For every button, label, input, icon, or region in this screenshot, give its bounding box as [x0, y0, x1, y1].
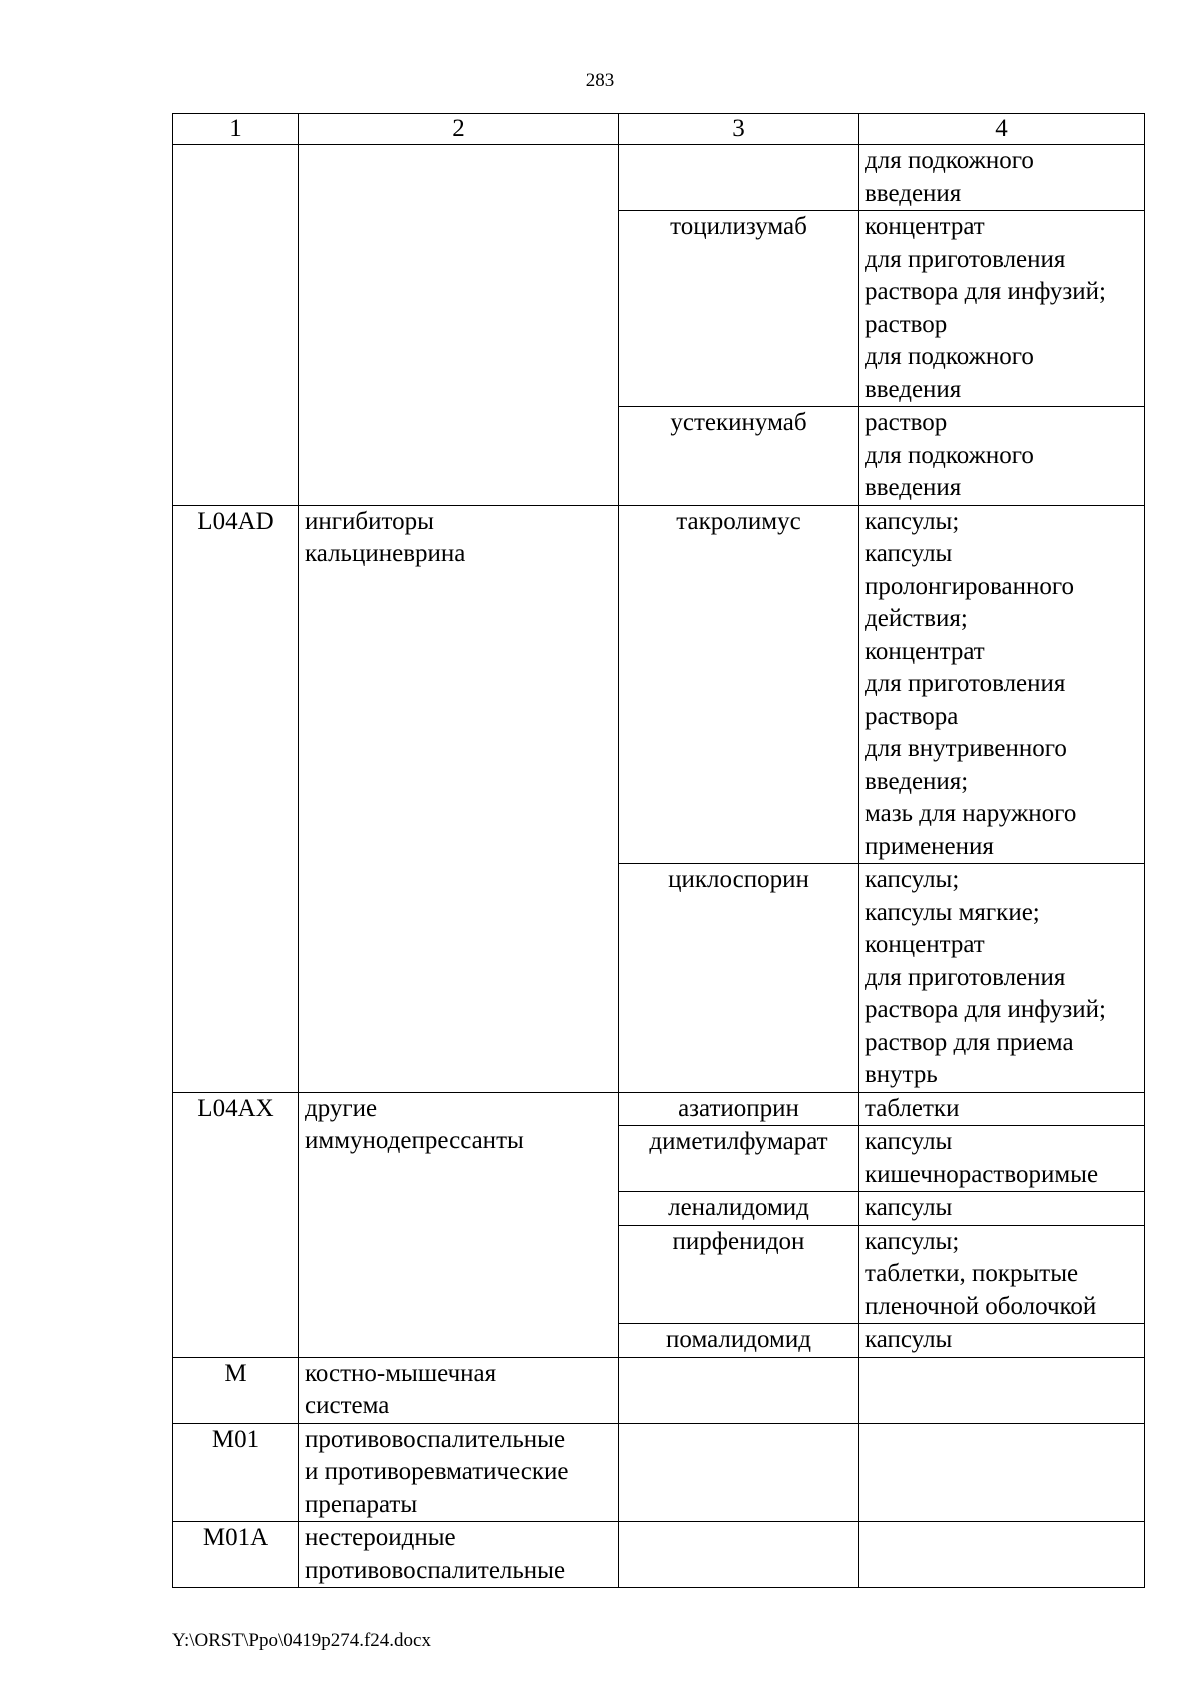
file-path-footer: Y:\ORST\Ppo\0419p274.f24.docx: [172, 1630, 431, 1651]
inn-cell: диметилфумарат: [619, 1126, 859, 1192]
form-cell: капсулы кишечнорастворимые: [859, 1126, 1145, 1192]
inn-cell: [619, 1357, 859, 1423]
inn-cell: азатиоприн: [619, 1092, 859, 1126]
table-row: [173, 1357, 1145, 1423]
group-cell: [299, 145, 619, 506]
form-cell: таблетки: [859, 1092, 1145, 1126]
page-number: 283: [585, 70, 615, 91]
form-cell: [859, 1522, 1145, 1588]
form-cell: капсулы; капсулы мягкие; концентрат для приготовления раствора для инфузий; раствор для приема внутрь: [859, 864, 1145, 1093]
group-cell: ингибиторы кальциневрина: [299, 505, 619, 1092]
inn-cell: пирфенидон: [619, 1225, 859, 1324]
inn-cell: такролимус: [619, 505, 859, 864]
group-cell: нестероидные противовоспалительные: [299, 1522, 619, 1588]
form-cell: [859, 1423, 1145, 1522]
inn-cell: [619, 1522, 859, 1588]
header-row: [173, 114, 1145, 145]
drug-table: [172, 113, 1145, 1588]
header-col-1: 1: [173, 114, 299, 145]
inn-cell: тоцилизумаб: [619, 211, 859, 407]
inn-cell: устекинумаб: [619, 407, 859, 506]
form-cell: капсулы; капсулы пролонгированного действия; концентрат для приготовления раствора для внутривенного введения; мазь для наружного применения: [859, 505, 1145, 864]
code-cell: M: [173, 1357, 299, 1423]
header-col-2: 2: [299, 114, 619, 145]
table-row: [173, 1092, 1145, 1126]
table-row: [173, 505, 1145, 864]
code-cell: L04AX: [173, 1092, 299, 1357]
code-cell: L04AD: [173, 505, 299, 1092]
code-cell: M01A: [173, 1522, 299, 1588]
table-row: [173, 1423, 1145, 1522]
form-cell: концентрат для приготовления раствора для инфузий; раствор для подкожного введения: [859, 211, 1145, 407]
form-cell: капсулы; таблетки, покрытые пленочной оболочкой: [859, 1225, 1145, 1324]
group-cell: костно-мышечная система: [299, 1357, 619, 1423]
form-cell: раствор для подкожного введения: [859, 407, 1145, 506]
group-cell: противовоспалительные и противоревматические препараты: [299, 1423, 619, 1522]
table-row: [173, 1522, 1145, 1588]
inn-cell: [619, 1423, 859, 1522]
inn-cell: леналидомид: [619, 1192, 859, 1226]
header-col-3: 3: [619, 114, 859, 145]
form-cell: капсулы: [859, 1192, 1145, 1226]
group-cell: другие иммунодепрессанты: [299, 1092, 619, 1357]
table-row: [173, 145, 1145, 211]
form-cell: капсулы: [859, 1324, 1145, 1358]
code-cell: [173, 145, 299, 506]
form-cell: для подкожного введения: [859, 145, 1145, 211]
header-col-4: 4: [859, 114, 1145, 145]
inn-cell: циклоспорин: [619, 864, 859, 1093]
code-cell: M01: [173, 1423, 299, 1522]
inn-cell: [619, 145, 859, 211]
form-cell: [859, 1357, 1145, 1423]
inn-cell: помалидомид: [619, 1324, 859, 1358]
